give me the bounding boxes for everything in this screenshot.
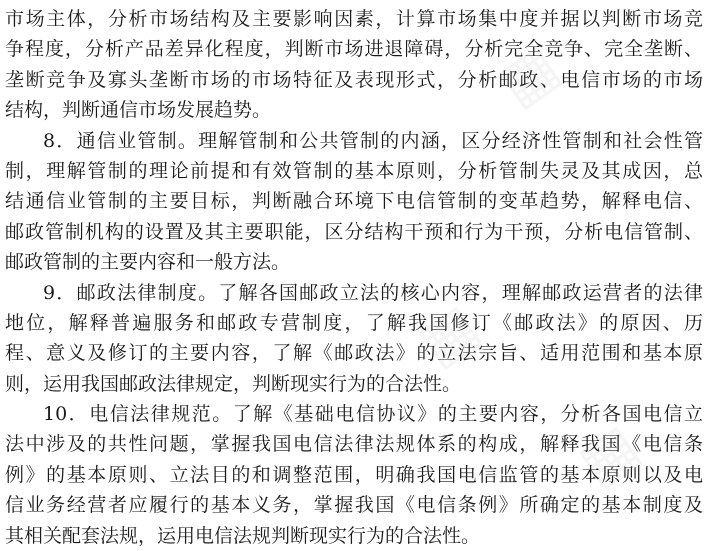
watermark-mark: ▦ [565,410,652,500]
text-line: 制，理解管制的理论前提和有效管制的基本原则，分析管制失灵及其成因，总 [5,159,703,182]
text-line: 垄断竞争及寡头垄断市场的市场特征及表现形式，分析邮政、电信市场的市场 [5,68,703,91]
document-body [5,4,703,551]
text-line: 邮政管制机构的设置及其主要职能，区分结构干预和行为干预，分析电信管制、 [5,220,703,243]
text-line: 程、意义及修订的主要内容，了解《邮政法》的立法宗旨、适用范围和基本原 [5,342,703,365]
text-line: 9．邮政法律制度。了解各国邮政立法的核心内容，理解邮政运营者的法律 [43,281,703,304]
text-line: 结构，判断通信市场发展趋势。 [5,99,272,122]
text-line: 地位，解释普遍服务和邮政专营制度，了解我国修订《邮政法》的原因、历 [5,311,703,334]
watermark-mark: ▦ [485,30,572,120]
text-line: 法中涉及的共性问题，掌握我国电信法律法规体系的构成，解释我国《电信条 [5,433,703,456]
text-line: 结通信业管制的主要目标，判断融合环境下电信管制的变革趋势，解释电信、 [5,190,703,213]
text-line: 争程度，分析产品差异化程度，判断市场进退障碍，分析完全竞争、完全垄断、 [5,38,703,61]
text-line: 则，运用我国邮政法律规定，判断现实行为的合法性。 [5,372,462,395]
text-line: 信业务经营者应履行的基本义务，掌握我国《电信条例》所确定的基本制度及 [5,494,703,517]
text-line: 8．通信业管制。理解管制和公共管制的内涵，区分经济性管制和社会性管 [43,129,703,152]
text-line: 邮政管制的主要内容和一般方法。 [5,251,291,274]
text-line: 市场主体，分析市场结构及主要影响因素，计算市场集中度并据以判断市场竞 [5,8,703,30]
text-line: 其相关配套法规，运用电信法规判断现实行为的合法性。 [5,524,481,547]
text-line: 10．电信法律规范。了解《基础电信协议》的主要内容，分析各国电信立 [43,403,703,426]
text-line: 例》的基本原则、立法目的和调整范围，明确我国电信监管的基本原则以及电 [5,463,703,486]
watermark-mark: ▦ [405,290,492,380]
